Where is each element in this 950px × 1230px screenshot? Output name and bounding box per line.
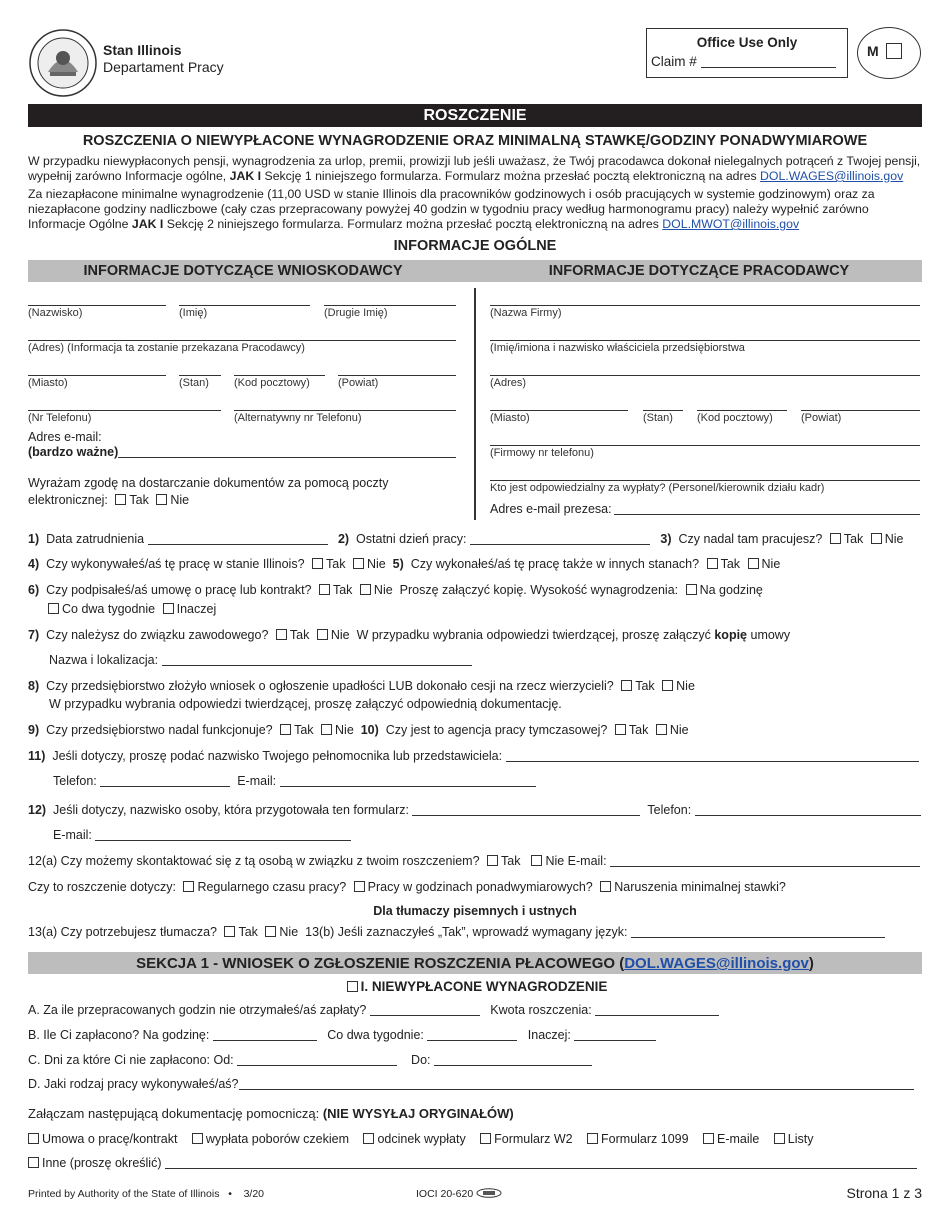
email-important-label: (bardzo ważne): [28, 445, 119, 459]
unpaid-from-field[interactable]: [237, 1054, 397, 1066]
pay-hourly-checkbox[interactable]: [686, 584, 697, 595]
surname-label: (Nazwisko): [28, 307, 83, 319]
union-yes-checkbox[interactable]: [276, 629, 287, 640]
still-working-yes-checkbox[interactable]: [830, 533, 841, 544]
unpaid-to-field[interactable]: [434, 1054, 592, 1066]
other-states-yes-checkbox[interactable]: [707, 558, 718, 569]
city-label: (Miasto): [28, 377, 68, 389]
language-field[interactable]: [631, 926, 885, 938]
unpaid-hours-field[interactable]: [370, 1004, 480, 1016]
county-label: (Powiat): [338, 377, 379, 389]
m-label: M: [867, 43, 879, 59]
county-field[interactable]: [338, 362, 456, 376]
company-name-field[interactable]: [490, 292, 920, 306]
employer-city-field[interactable]: [490, 397, 628, 411]
preparer-phone-field[interactable]: [695, 804, 921, 816]
intro-p1-line1: W przypadku niewypłaconych pensji, wynagrodzenia za urlop, premii, prowizji lub jeśli uważasz, że Twój pracodawca dokonał nielegalnych potrąceń z Twojej pensji,: [28, 154, 921, 168]
preparer-name-field[interactable]: [412, 804, 640, 816]
contract-no-checkbox[interactable]: [360, 584, 371, 595]
alt-phone-label: (Alternatywny nr Telefonu): [234, 412, 362, 424]
question-row-1-3: 1) Data zatrudnienia 2) Ostatni dzień pracy: 3) Czy nadal tam pracujesz? Tak Nie: [28, 532, 904, 546]
union-no-checkbox[interactable]: [317, 629, 328, 640]
doc-paycheck-checkbox[interactable]: [192, 1133, 203, 1144]
interpreter-yes-checkbox[interactable]: [224, 926, 235, 937]
contact-email-field[interactable]: [610, 855, 920, 867]
intro-p2-line3: Informacje Ogólne JAK I Sekcję 2 niniejszego formularza. Formularz można przesłać pocztą elektroniczną na adres DOL.MWOT@illinois.gov: [28, 217, 800, 231]
email-field[interactable]: [118, 444, 456, 458]
contact-no-checkbox[interactable]: [531, 855, 542, 866]
question-row-11b: Telefon: E-mail:: [53, 774, 922, 788]
consent-yes-checkbox[interactable]: [115, 494, 126, 505]
first-name-field[interactable]: [179, 292, 310, 306]
employer-county-label: (Powiat): [801, 412, 842, 424]
question-row-11: 11) Jeśli dotyczy, proszę podać nazwisko Twojego pełnomocnika lub przedstawiciela:: [28, 749, 922, 763]
claim-minwage-checkbox[interactable]: [600, 881, 611, 892]
employer-address-field[interactable]: [490, 362, 920, 376]
illinois-no-checkbox[interactable]: [353, 558, 364, 569]
section1-row-c: C. Dni za które Ci nie zapłacono: Od: Do:: [28, 1053, 922, 1067]
page-number: Strona 1 z 3: [846, 1185, 922, 1201]
state-seal-icon: [28, 28, 98, 98]
mwot-email-link[interactable]: DOL.MWOT@illinois.gov: [662, 217, 800, 231]
question-row-9-10: 9) Czy przedsiębiorstwo nadal funkcjonuje? Tak Nie 10) Czy jest to agencja pracy tymczasowej? Tak Nie: [28, 723, 689, 737]
question-row-7: 7) Czy należysz do związku zawodowego? Tak Nie W przypadku wybrania odpowiedzi twierdzącej, proszę załączyć kopię umowy: [28, 628, 791, 642]
doc-contract-checkbox[interactable]: [28, 1133, 39, 1144]
contract-yes-checkbox[interactable]: [319, 584, 330, 595]
owner-name-field[interactable]: [490, 327, 920, 341]
president-email-field[interactable]: [614, 501, 920, 515]
question-row-12: 12) Jeśli dotyczy, nazwisko osoby, która przygotowała ten formularz: Telefon:: [28, 803, 922, 817]
operating-yes-checkbox[interactable]: [280, 724, 291, 735]
temp-agency-yes-checkbox[interactable]: [615, 724, 626, 735]
last-day-field[interactable]: [470, 533, 650, 545]
still-working-no-checkbox[interactable]: [871, 533, 882, 544]
employer-zip-label: (Kod pocztowy): [697, 412, 773, 424]
claim-label: Claim #: [651, 54, 697, 69]
union-bug-icon: [476, 1188, 502, 1198]
agency-department: Departament Pracy: [103, 59, 224, 75]
m-circle: [857, 27, 921, 79]
doc-emails-checkbox[interactable]: [703, 1133, 714, 1144]
employer-state-label: (Stan): [643, 412, 673, 424]
doc-w2-checkbox[interactable]: [480, 1133, 491, 1144]
phone-label: (Nr Telefonu): [28, 412, 92, 424]
employer-city-label: (Miasto): [490, 412, 530, 424]
company-phone-label: (Firmowy nr telefonu): [490, 447, 594, 459]
question-row-13: 13(a) Czy potrzebujesz tłumacza? Tak Nie 13(b) Jeśli zaznaczyłeś „Tak”, wprowadź wymagany język:: [28, 925, 922, 939]
doc-other-field[interactable]: [165, 1157, 917, 1169]
zip-field[interactable]: [234, 362, 325, 376]
address-label: (Adres) (Informacja ta zostanie przekazana Pracodawcy): [28, 342, 305, 354]
question-row-6b: Co dwa tygodnie Inaczej: [44, 602, 922, 616]
preparer-email-field[interactable]: [95, 829, 351, 841]
doc-1099-checkbox[interactable]: [587, 1133, 598, 1144]
claim-overtime-checkbox[interactable]: [354, 881, 365, 892]
m-checkbox[interactable]: [886, 43, 902, 59]
question-row-8b: W przypadku wybrania odpowiedzi twierdzącej, proszę załączyć odpowiednią dokumentację.: [49, 697, 562, 711]
surname-field[interactable]: [28, 292, 166, 306]
company-phone-field[interactable]: [490, 432, 920, 446]
claim-number-field[interactable]: [701, 56, 836, 68]
representative-email-field[interactable]: [280, 775, 536, 787]
interpreters-heading: Dla tłumaczy pisemnych i ustnych: [373, 904, 577, 918]
section1-email-link[interactable]: DOL.WAGES@illinois.gov: [624, 955, 809, 972]
form-subtitle: ROSZCZENIA O NIEWYPŁACONE WYNAGRODZENIE ORAZ MINIMALNĄ STAWKĘ/GODZINY PONADWYMIAROWE: [82, 133, 868, 149]
pay-other-checkbox[interactable]: [163, 603, 174, 614]
general-info-title: INFORMACJE OGÓLNE: [393, 238, 557, 254]
temp-agency-no-checkbox[interactable]: [656, 724, 667, 735]
section1-title: SEKCJA 1 - WNIOSEK O ZGŁOSZENIE ROSZCZENIA PŁACOWEGO (DOL.WAGES@illinois.gov): [136, 955, 814, 972]
question-row-12a: 12(a) Czy możemy skontaktować się z tą osobą w związku z twoim roszczeniem? Tak Nie E-mail:: [28, 854, 922, 868]
footer-printed: Printed by Authority of the State of Illinois • 3/20: [28, 1188, 265, 1200]
section1-row-a: A. Za ile przepracowanych godzin nie otrzymałeś/aś zapłaty? Kwota roszczenia:: [28, 1003, 922, 1017]
unpaid-wages-heading: I. NIEWYPŁACONE WYNAGRODZENIE: [28, 979, 922, 994]
work-type-field[interactable]: [239, 1078, 914, 1090]
question-row-7b: Nazwa i lokalizacja:: [49, 653, 922, 667]
office-use-title: Office Use Only: [696, 35, 798, 50]
phone-field[interactable]: [28, 397, 221, 411]
doc-letters-checkbox[interactable]: [774, 1133, 785, 1144]
employer-zip-field[interactable]: [697, 397, 787, 411]
footer-form-id: IOCI 20-620: [416, 1188, 502, 1200]
paid-biweekly-field[interactable]: [427, 1029, 517, 1041]
email-label: Adres e-mail:: [28, 430, 102, 444]
bankruptcy-no-checkbox[interactable]: [662, 680, 673, 691]
paid-hourly-field[interactable]: [213, 1029, 317, 1041]
operating-no-checkbox[interactable]: [321, 724, 332, 735]
illinois-yes-checkbox[interactable]: [312, 558, 323, 569]
form-title-banner: ROSZCZENIE: [28, 104, 922, 127]
other-states-no-checkbox[interactable]: [748, 558, 759, 569]
intro-text: [28, 154, 928, 232]
payroll-responsible-label: Kto jest odpowiedzialny za wypłaty? (Personel/kierownik działu kadr): [490, 482, 825, 494]
intro-p2-line2: niezapłacone godziny nadliczbowe (cały czas przepracowany powyżej 40 godzin w tygodniu pracy według harmonogramu pracy) należy wypełnić zarówno: [28, 202, 869, 216]
column-divider: [474, 288, 476, 520]
zip-label: (Kod pocztowy): [234, 377, 310, 389]
owner-name-label: (Imię/imiona i nazwisko właściciela przedsiębiorstwa: [490, 342, 745, 354]
consent-text: Wyrażam zgodę na dostarczanie dokumentów za pomocą poczty: [28, 476, 389, 490]
office-use-box: [646, 28, 848, 78]
representative-phone-field[interactable]: [100, 775, 230, 787]
president-email-label: Adres e-mail prezesa:: [490, 502, 612, 516]
alt-phone-field[interactable]: [234, 397, 456, 411]
intro-p1-line2: wypełnij zarówno Informacje ogólne, JAK I Sekcję 1 niniejszego formularza. Formularz można przesłać pocztą elektroniczną na adres DOL.WAGES@illinois.gov: [28, 169, 904, 183]
unpaid-wages-checkbox[interactable]: [347, 981, 358, 992]
first-name-label: (Imię): [179, 307, 208, 319]
question-row-8: 8) Czy przedsiębiorstwo złożyło wniosek o ogłoszenie upadłości LUB dokonało cesji na rzecz wierzycieli? Tak Nie: [28, 679, 695, 693]
middle-name-field[interactable]: [324, 292, 456, 306]
state-label: (Stan): [179, 377, 209, 389]
employer-state-field[interactable]: [643, 397, 683, 411]
paid-other-field[interactable]: [574, 1029, 656, 1041]
employer-info-header: INFORMACJE DOTYCZĄCE PRACODAWCY: [548, 263, 850, 279]
doc-paystub-checkbox[interactable]: [363, 1133, 374, 1144]
attachments-other-row: Inne (proszę określić): [24, 1156, 922, 1170]
agency-name: Stan Illinois: [103, 42, 182, 58]
employer-county-field[interactable]: [801, 397, 920, 411]
claim-amount-field[interactable]: [595, 1004, 719, 1016]
interpreter-no-checkbox[interactable]: [265, 926, 276, 937]
intro-p2-line1: Za niezapłacone minimalne wynagrodzenie (11,00 USD w stanie Illinois dla pracowników godzinowych i osób pracujących w systemie godzinowym) oraz za: [28, 187, 875, 201]
claim-type-row: Czy to roszczenie dotyczy: Regularnego czasu pracy? Pracy w godzinach ponadwymiarowych? Naruszenia minimalnej stawki?: [28, 880, 786, 894]
hire-date-field[interactable]: [148, 533, 328, 545]
payroll-responsible-field[interactable]: [490, 467, 920, 481]
question-row-6: 6) Czy podpisałeś/aś umowę o pracę lub kontrakt? Tak Nie Proszę załączyć kopię. Wysokość wynagrodzenia: Na godzinę: [28, 583, 763, 597]
pay-biweekly-checkbox[interactable]: [48, 603, 59, 614]
question-row-4-5: 4) Czy wykonywałeś/aś tę pracę w stanie Illinois? Tak Nie 5) Czy wykonałeś/aś tę pracę także w innych stanach? Tak Nie: [28, 557, 781, 571]
wages-email-link[interactable]: DOL.WAGES@illinois.gov: [760, 169, 904, 183]
doc-other-checkbox[interactable]: [28, 1157, 39, 1168]
bankruptcy-yes-checkbox[interactable]: [621, 680, 632, 691]
company-name-label: (Nazwa Firmy): [490, 307, 562, 319]
representative-name-field[interactable]: [506, 750, 919, 762]
address-field[interactable]: [28, 327, 456, 341]
claimant-info-header: INFORMACJE DOTYCZĄCE WNIOSKODAWCY: [83, 263, 403, 279]
middle-name-label: (Drugie Imię): [324, 307, 388, 319]
claim-regular-checkbox[interactable]: [183, 881, 194, 892]
employer-address-label: (Adres): [490, 377, 527, 389]
attachments-heading: Załączam następującą dokumentację pomocniczą: (NIE WYSYŁAJ ORYGINAŁÓW): [28, 1106, 514, 1121]
city-field[interactable]: [28, 362, 166, 376]
union-name-field[interactable]: [162, 654, 472, 666]
consent-options: elektronicznej: Tak Nie: [28, 493, 190, 507]
attachments-options: Umowa o pracę/kontrakt wypłata poborów czekiem odcinek wypłaty Formularz W2 Formularz 1099 E-maile Listy: [24, 1132, 922, 1146]
consent-no-checkbox[interactable]: [156, 494, 167, 505]
contact-yes-checkbox[interactable]: [487, 855, 498, 866]
section1-row-d: D. Jaki rodzaj pracy wykonywałeś/aś?: [28, 1077, 922, 1091]
state-field[interactable]: [179, 362, 221, 376]
question-row-12b: E-mail:: [53, 828, 922, 842]
section1-row-b: B. Ile Ci zapłacono? Na godzinę: Co dwa tygodnie: Inaczej:: [28, 1028, 922, 1042]
